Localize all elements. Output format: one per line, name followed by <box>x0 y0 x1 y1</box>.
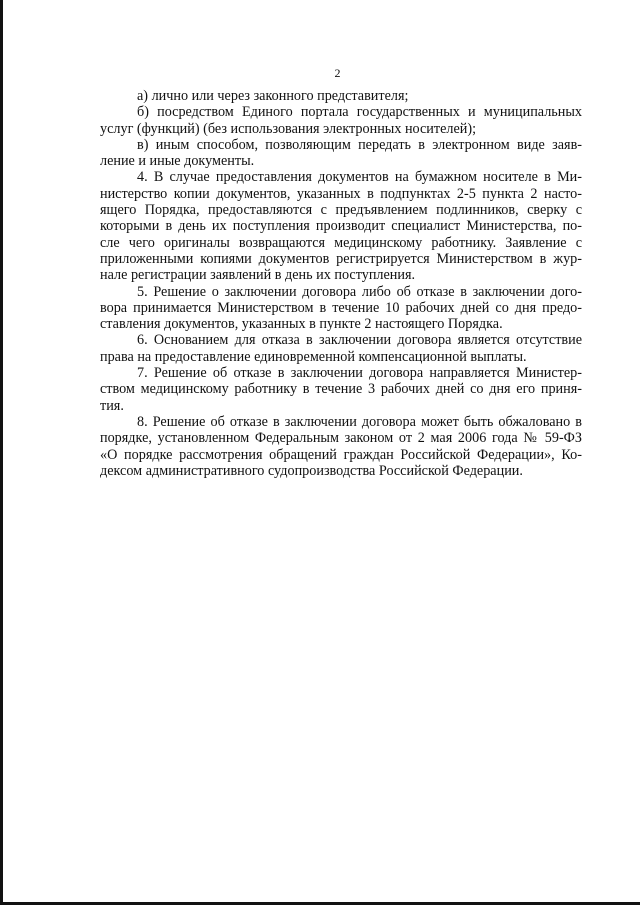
text-line: услуг (функций) (без использования электронных носителей); <box>100 120 477 137</box>
paragraph-4 <box>100 169 582 283</box>
text-line: нистерство копии документов, указанных в подпунктах 2-5 пункта 2 насто- <box>100 185 582 202</box>
text-line: ставления документов, указанных в пункте 2 настоящего Порядка. <box>100 316 503 333</box>
page-number: 2 <box>334 66 341 80</box>
text-line: сле чего оригиналы возвращаются медицинскому работнику. Заявление с <box>100 234 582 251</box>
paragraph-7 <box>100 365 582 414</box>
text-line: 4. В случае предоставления документов на бумажном носителе в Ми- <box>137 169 582 186</box>
text-line: нале регистрации заявлений в день их поступления. <box>100 267 416 284</box>
text-line: вора принимается Министерством в течение 10 рабочих дней со дня предо- <box>100 299 582 316</box>
text-line: 8. Решение об отказе в заключении договора может быть обжаловано в <box>137 413 582 430</box>
text-line: порядке, установленном Федеральным законом от 2 мая 2006 года № 59-ФЗ <box>100 430 582 447</box>
paragraph-a <box>100 88 582 104</box>
document-body <box>100 88 582 479</box>
paragraph-b <box>100 104 582 137</box>
text-line: тия. <box>100 397 124 414</box>
text-line: 5. Решение о заключении договора либо об отказе в заключении дого- <box>137 283 582 300</box>
paragraph-6 <box>100 332 582 365</box>
text-line: б) посредством Единого портала государственных и муниципальных <box>137 104 582 121</box>
text-line: ление и иные документы. <box>100 153 255 170</box>
text-line: ящего Порядка, предоставляются с предъявлением подлинников, сверку с <box>100 202 582 219</box>
text-line: 7. Решение об отказе в заключении договора направляется Министер- <box>137 365 582 382</box>
text-line: дексом административного судопроизводства Российской Федерации. <box>100 462 523 479</box>
text-line: ством медицинскому работнику в течение 3 рабочих дней со дня его приня- <box>100 381 582 398</box>
text-line: 6. Основанием для отказа в заключении договора является отсутствие <box>137 332 582 349</box>
text-line: «О порядке рассмотрения обращений граждан Российской Федерации», Ко- <box>100 446 582 463</box>
paragraph-8 <box>100 414 582 479</box>
text-line: а) лично или через законного представителя; <box>137 88 409 104</box>
text-line: в) иным способом, позволяющим передать в электронном виде заяв- <box>137 136 582 153</box>
paragraph-5 <box>100 284 582 333</box>
text-line: права на предоставление единовременной компенсационной выплаты. <box>100 348 527 365</box>
text-line: приложенными копиями документов регистрируется Министерством в жур- <box>100 250 582 267</box>
text-line: которыми в день их поступления производит специалист Министерства, по- <box>100 218 582 235</box>
paragraph-v <box>100 137 582 170</box>
